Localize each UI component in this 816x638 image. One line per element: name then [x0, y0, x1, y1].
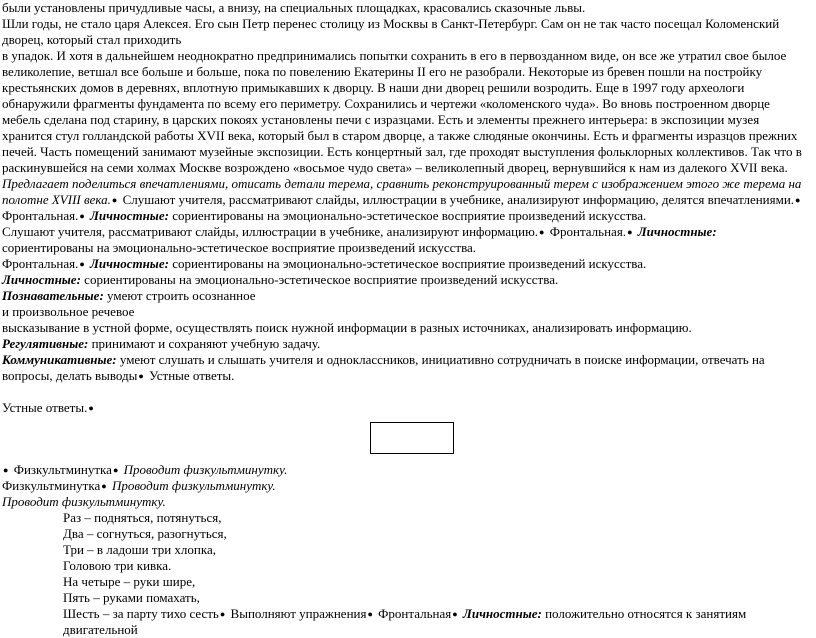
- poem-line: Три – в ладоши три хлопка,: [63, 542, 217, 557]
- bullet-icon: [137, 368, 145, 383]
- oral-answers: Устные ответы.: [2, 400, 88, 415]
- bullet-icon: [78, 208, 86, 223]
- label-personal: Личностные:: [2, 272, 81, 287]
- paragraph-listen: [2, 224, 808, 256]
- poem-line-last: [63, 606, 808, 638]
- label-personal: Личностные:: [459, 606, 542, 621]
- form-frontal: Фронтальная.: [2, 208, 79, 223]
- poem-line: Пять – руками помахать,: [63, 590, 200, 605]
- paragraph-fizkult-3: Проводит физкультминутку.: [2, 494, 166, 509]
- bullet-icon: [626, 224, 634, 239]
- student-activity-text: Слушают учителя, рассматривают слайды, иллюстрации в учебнике, анализируют информацию, делятся впечатлениями.: [119, 192, 795, 207]
- poem-line: На четыре – руки шире,: [63, 574, 196, 589]
- paragraph-frontal: [2, 256, 808, 272]
- personal-text: сориентированы на эмоционально-эстетическое восприятие произведений искусства.: [168, 256, 647, 271]
- cognitive-text: умеют строить осознанное: [103, 288, 256, 303]
- communicative-text: умеют слушать и слышать учителя и одноклассников, инициативно сотрудничать в поиске информации, отвечать на вопросы, делать выводы: [2, 352, 765, 383]
- bullet-icon: [100, 478, 108, 493]
- label-communicative: Коммуникативные:: [2, 352, 117, 367]
- empty-table-cell: [370, 422, 454, 454]
- form-frontal: Фронтальная: [374, 606, 452, 621]
- empty-line: [2, 384, 808, 400]
- label-cognitive: Познавательные:: [2, 288, 104, 303]
- paragraph-years: Шли годы, не стало царя Алексея. Его сын Петр перенес столицу из Москвы в Санкт-Петербург. Сам он не так часто посещал Коломенский дворец, который стал приходить: [2, 16, 780, 47]
- paragraph-oral-answers: [2, 400, 808, 416]
- fizkult-task: Проводит физкультминутку.: [120, 462, 288, 477]
- bullet-icon: [219, 606, 227, 621]
- form-frontal: Фронтальная.: [546, 224, 627, 239]
- regulatory-text: принимают и сохраняют учебную задачу.: [88, 336, 321, 351]
- personal-text: сориентированы на эмоционально-эстетическое восприятие произведений искусства.: [80, 272, 559, 287]
- paragraph-task: [2, 176, 808, 224]
- label-regulatory: Регулятивные:: [2, 336, 89, 351]
- form-frontal: Фронтальная.: [2, 256, 79, 271]
- paragraph-fizkult-2: [2, 478, 808, 494]
- fizkult-label: Физкультминутка: [10, 462, 112, 477]
- paragraph-cognitive-2: и произвольное речевое: [2, 304, 135, 319]
- bullet-icon: [794, 192, 802, 207]
- poem-line: Раз – подняться, потянуться,: [63, 510, 222, 525]
- paragraph-cognitive: [2, 288, 808, 304]
- fizkult-task: Проводит физкультминутку.: [108, 478, 276, 493]
- paragraph-fizkult: [2, 462, 808, 478]
- paragraph-cognitive-3: высказывание в устной форме, осуществлять поиск нужной информации в разных источниках, анализировать информацию.: [2, 320, 692, 335]
- paragraph-communicative: [2, 352, 808, 384]
- poem-line: Два – согнуться, разогнуться,: [63, 526, 227, 541]
- paragraph-decline: в упадок. И хотя в дальнейшем неоднократно предпринимались попытки сохранить в его в первозданном виде, он все же утратил свое былое великолепие, ветшал все больше и больше, пока по повелению Екатерины II его не разобрали. Некоторые из бревен пошли на постройку крестьянских домов в деревнях, вплотную примыкавших к дворцу. В наши дни дворец решили возродить. Еще в 1997 году археологи обнаружили фрагменты фундамента по всему его периметру. Сохранились и чертежи «коломенского чуда». Во вновь построенном дворце мебель сделана под старину, в царских покоях установлены печи с изразцами. Есть и элементы прежнего интерьера: в экспозиции музея хранится стул голландской работы XVII века, который был в старом дворце, а также слюдяные окончины. Есть и фрагменты изразцов прежних печей. Часть помещений занимают музейные экспозиции. Есть концертный зал, где проходят выступления фольклорных коллективов. Так что в раскинувшейся на семи холмах Москве возрождено «восьмое чудо света» – великолепный дворец, вернувшийся к нам из далекого XVII века.: [2, 48, 802, 175]
- bullet-icon: [366, 606, 374, 621]
- teacher-task-text: Предлагает поделиться впечатлениями, отисать детали терема, сравнить реконструированный терем с изображением этого же терема на полотне XVIII века.: [2, 176, 802, 207]
- oral-answers: Устные ответы.: [145, 368, 235, 383]
- bullet-icon: [78, 256, 86, 271]
- fizkult-label: Физкультминутка: [2, 478, 101, 493]
- student-activity-short: Слушают учителя, рассматривают слайды, иллюстрации в учебнике, анализируют информацию.: [2, 224, 539, 239]
- label-personal: Личностные:: [86, 256, 169, 271]
- paragraph-personal: [2, 272, 808, 288]
- poem-line: Головою три кивка.: [63, 558, 172, 573]
- bullet-icon: [451, 606, 459, 621]
- poem-line-text: Шесть – за парту тихо сесть: [63, 606, 219, 621]
- exercise-poem: [63, 510, 808, 638]
- label-personal: Личностные:: [634, 224, 717, 239]
- personal-text: сориентированы на эмоционально-эстетическое восприятие произведений искусства.: [168, 208, 647, 223]
- exercise-activity: Выполняют упражнения: [227, 606, 367, 621]
- label-personal: Личностные:: [86, 208, 169, 223]
- personal-text: положительно относятся к занятиям двигательной: [63, 606, 747, 637]
- paragraph-clock: были установлены причудливые часы, а внизу, на специальных площадках, красовались сказочные львы.: [2, 0, 586, 15]
- paragraph-regulatory: [2, 336, 808, 352]
- personal-text: сориентированы на эмоционально-эстетическое восприятие произведений искусства.: [2, 240, 477, 255]
- bullet-icon: [87, 400, 95, 415]
